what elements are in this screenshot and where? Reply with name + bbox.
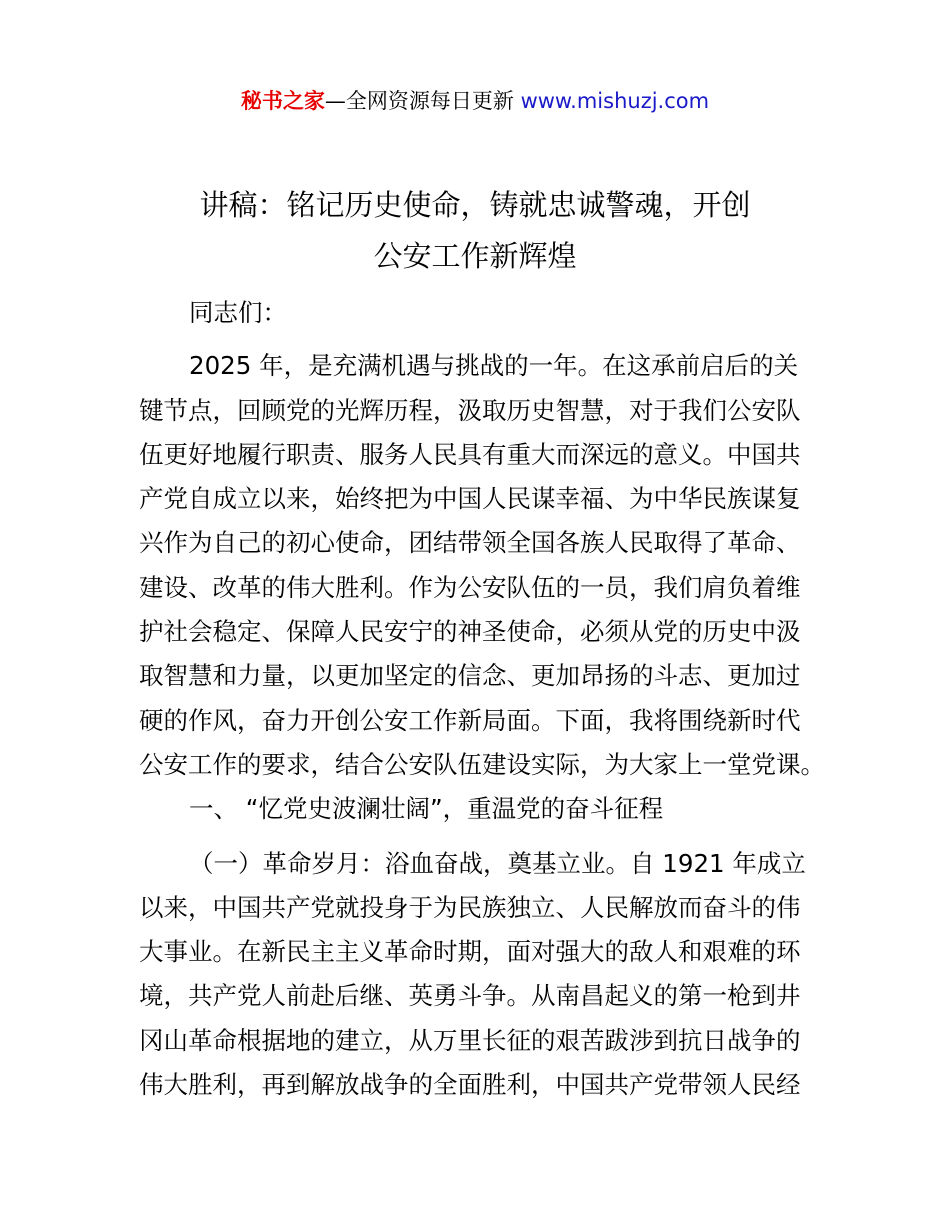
site-header	[0, 86, 950, 116]
text-line: 伟大胜利，再到解放战争的全面胜利，中国共产党带领人民经	[139, 1070, 801, 1100]
text-line: 护社会稳定、保障人民安宁的神圣使命，必须从党的历史中汲	[139, 617, 801, 647]
header-tagline: —全网资源每日更新	[324, 89, 521, 113]
section-heading: 一、 “忆党史波澜壮阔”，重温党的奋斗征程	[189, 794, 664, 824]
paragraph-2	[139, 842, 819, 1108]
text-line: （一）革命岁月：浴血奋战，奠基立业。自 1921 年成立	[189, 848, 806, 878]
document-title	[0, 180, 950, 282]
brand-name: 秘书之家	[240, 89, 325, 113]
text-line: 取智慧和力量，以更加坚定的信念、更加昂扬的斗志、更加过	[139, 661, 801, 691]
site-url-link[interactable]: www.mishuzj.com	[520, 89, 710, 113]
text-line: 产党自成立以来，始终把为中国人民谋幸福、为中华民族谋复	[139, 484, 801, 514]
title-line: 讲稿：铭记历史使命，铸就忠诚警魂，开创	[199, 188, 751, 222]
text-line: 公安工作的要求，结合公安队伍建设实际，为大家上一堂党课。	[139, 749, 825, 779]
text-line: 境，共产党人前赴后继、英勇斗争。从南昌起义的第一枪到井	[139, 981, 801, 1011]
text-line: 建设、改革的伟大胜利。作为公安队伍的一员，我们肩负着维	[139, 572, 801, 602]
text-line: 2025 年，是充满机遇与挑战的一年。在这承前启后的关	[189, 351, 799, 381]
text-line: 以来，中国共产党就投身于为民族独立、人民解放而奋斗的伟	[139, 892, 801, 922]
text-line: 硬的作风，奋力开创公安工作新局面。下面，我将围绕新时代	[139, 705, 801, 735]
text-line: 大事业。在新民主主义革命时期，面对强大的敌人和艰难的环	[139, 937, 801, 967]
text-line: 兴作为自己的初心使命，团结带领全国各族人民取得了革命、	[139, 528, 801, 558]
salutation: 同志们：	[189, 298, 287, 327]
title-line: 公安工作新辉煌	[373, 239, 577, 273]
document-body	[139, 291, 825, 1107]
text-line: 冈山革命根据地的建立，从万里长征的艰苦跋涉到抗日战争的	[139, 1025, 801, 1055]
paragraph-1	[139, 344, 825, 787]
text-line: 键节点，回顾党的光辉历程，汲取历史智慧，对于我们公安队	[139, 395, 801, 425]
text-line: 伍更好地履行职责、服务人民具有重大而深远的意义。中国共	[139, 439, 801, 469]
